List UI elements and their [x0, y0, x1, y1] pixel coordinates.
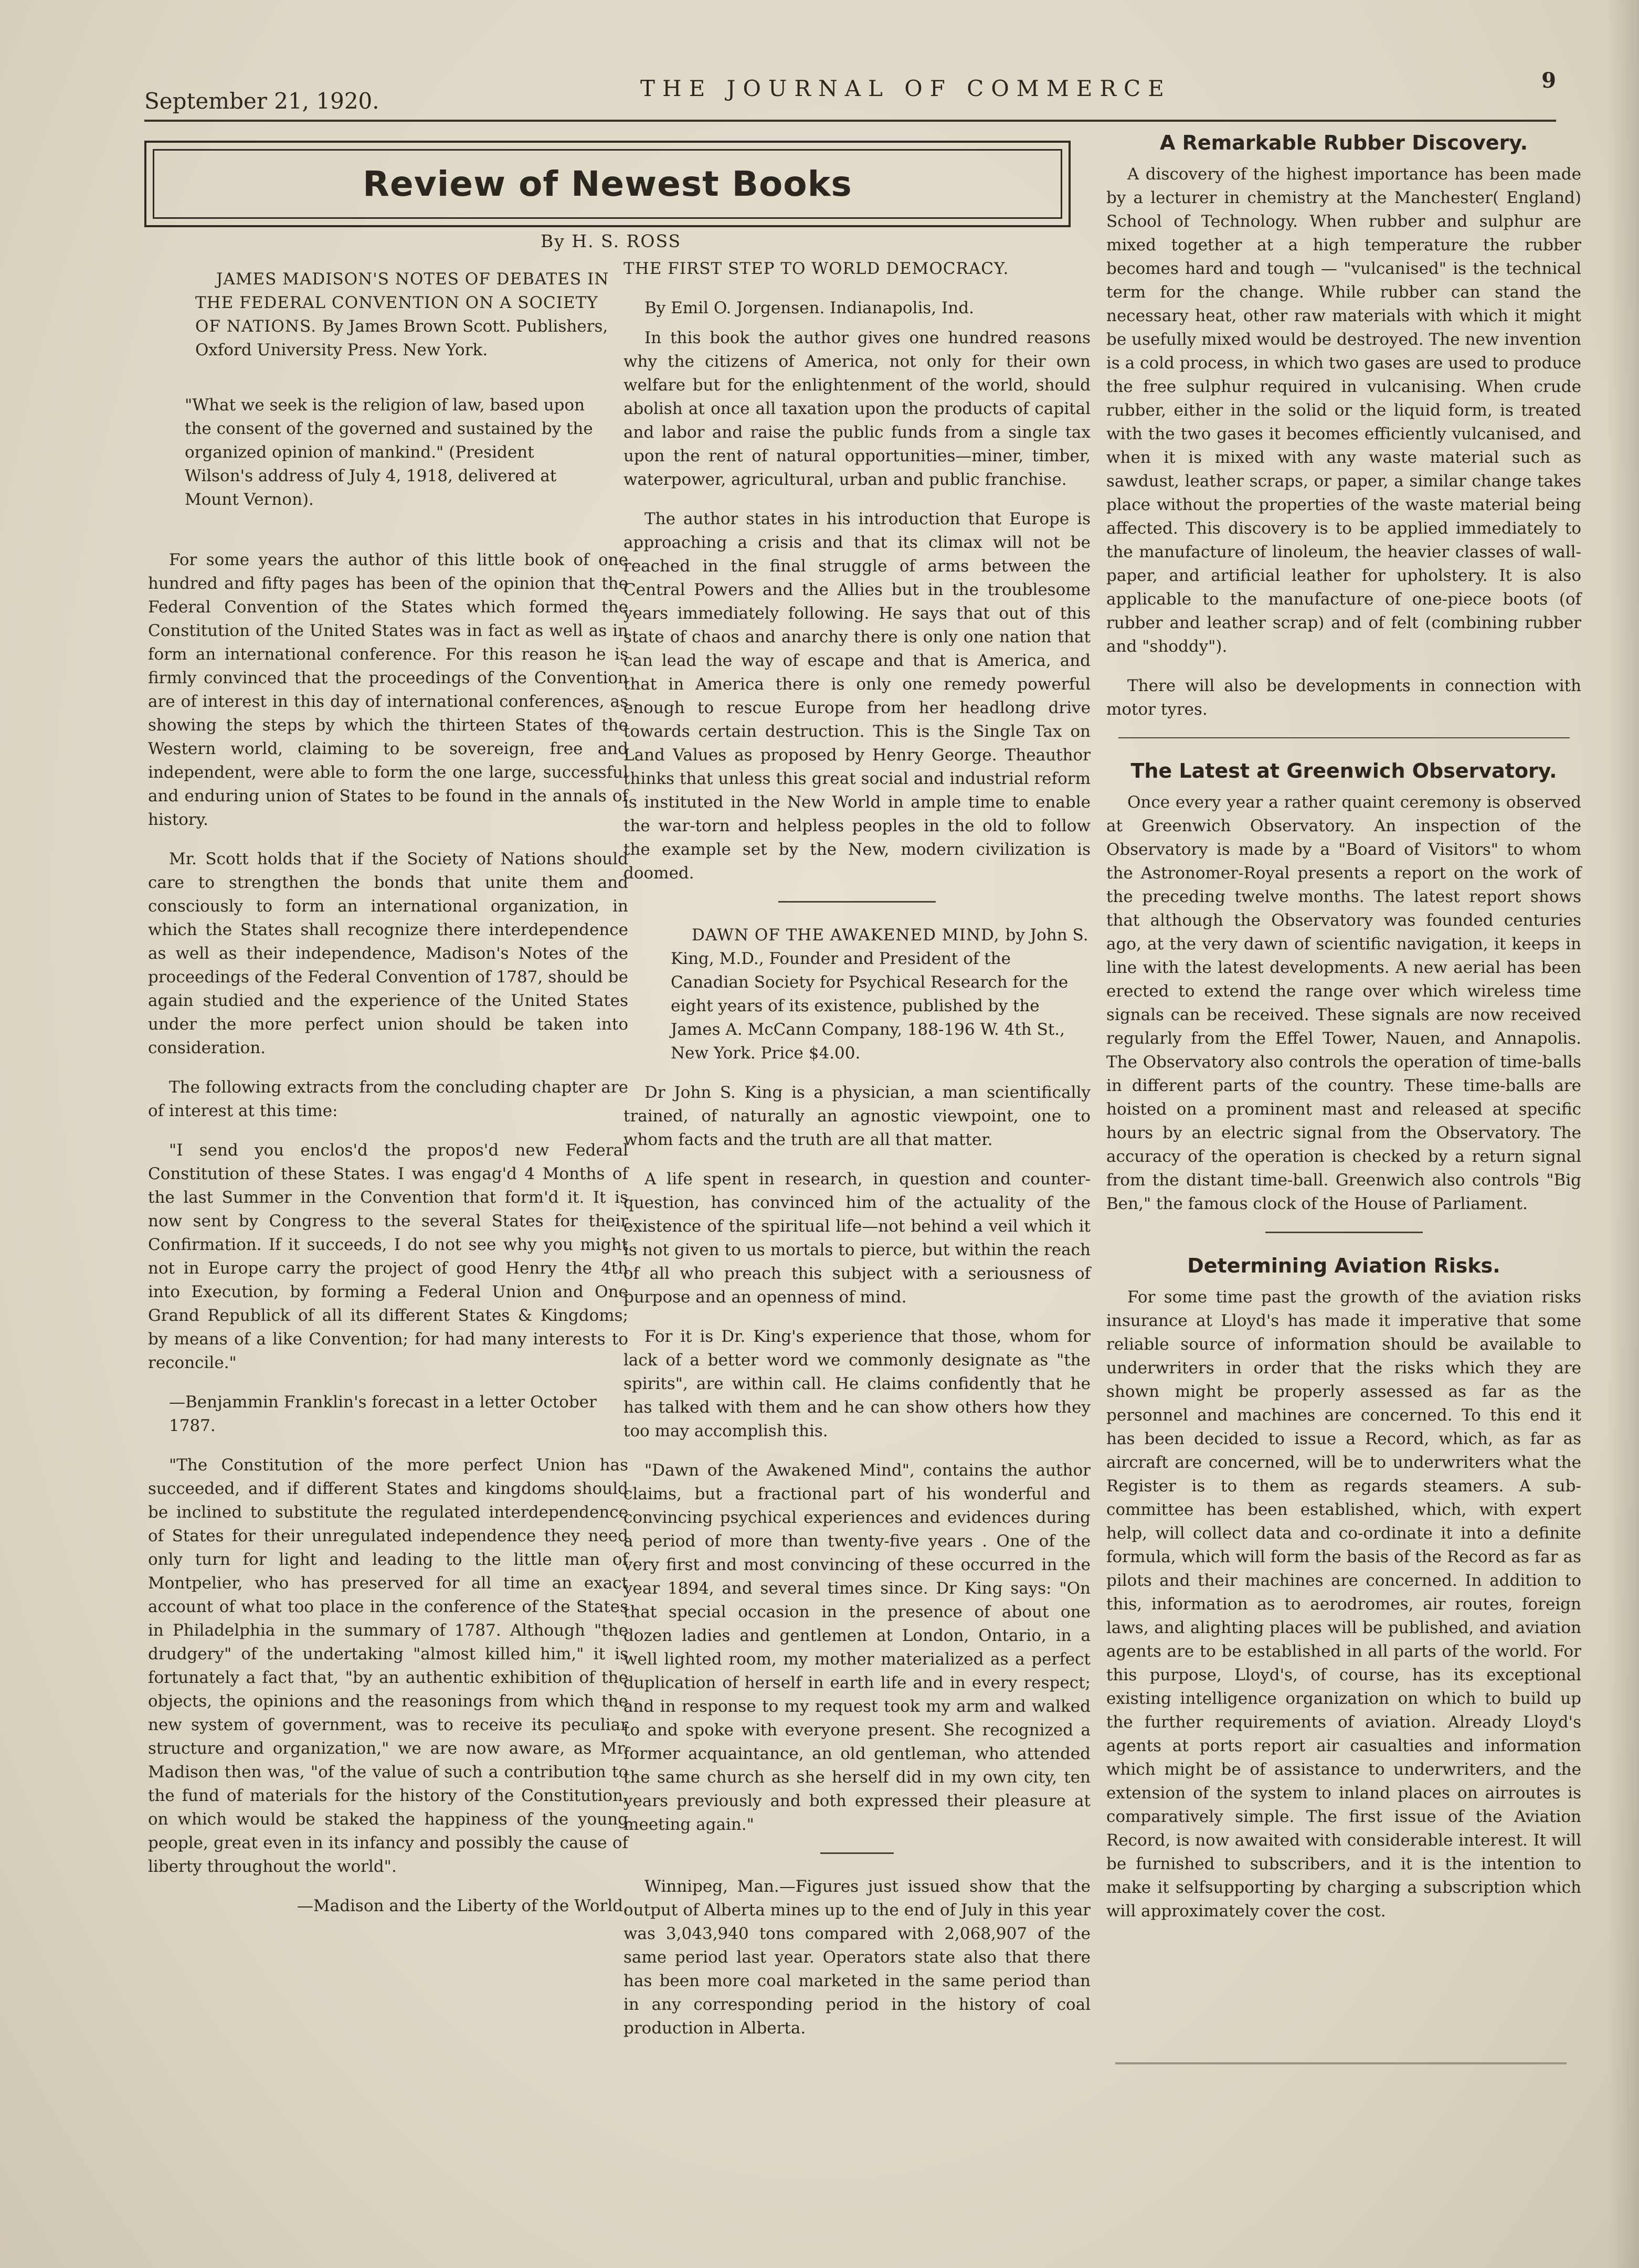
madison-closing-quote: "The Constitution of the more perfect Union has succeeded, and if different States and kingdoms should be inclined to substitute the regulated interdependence of States for their unregulated independence they need only turn for light and leading to the little man of Montpelier, who has preserved for all time an exact account of what too place in the conference of the States in Philadelphia in the summary of 1787. Although "the drudgery" of the undertaking "almost killed him," it is fortunately a fact that, "by an authentic exhibition of the objects, the opinions and the reasonings from which the new system of government, was to receive its peculiar structure and organization," we are now aware, as Mr. Madison then was, "of the value of such a contribution to the fund of materials for the history of the Constitution, on which would be staked the happiness of the young people, great even in its infancy and possibly the cause of liberty throughout the world".: [148, 1456, 628, 1876]
democracy-heading-caps: THE FIRST STEP TO WORLD DEMOCRACY.: [623, 259, 1009, 278]
madison-epigraph: "What we seek is the religion of law, based upon the consent of the governed and sustained by the organized opinion of mankind." (President Wilson's address of July 4, 1918, delivered at Mount Vernon).: [185, 396, 593, 509]
review-title-inner-frame: [153, 149, 1062, 219]
aviation-paragraph-1: For some time past the growth of the aviation risks insurance at Lloyd's has made it imperative that some reliable source of information should be available to underwriters in order that the risks which they are shown might be properly assessed as far as the personnel and machines are concerned. To this end it has been decided to issue a Record, which, as far as aircraft are concerned, will be to underwriters what the Register is to them as regards steamers. A sub-committee has been established, which, with expert help, will collect data and co-ordinate it into a definite formula, which will form the basis of the Record as far as pilots and their machines are concerned. In addition to this, information as to aerodromes, air routes, foreign laws, and alighting places will be published, and aviation agents are to be established in all parts of the world. For this purpose, Lloyd's, of course, has its exceptional existing intelligence organization on which to build up the further requirements of aviation. Already Lloyd's agents at ports report air casualties and information which might be of assistance to underwriters, and the extension of the system to inland places on airroutes is comparatively simple. The first issue of the Aviation Record, is now awaited with considerable interest. It will be furnished to subscribers, and it is the intention to make it selfsupporting by charging a subscription which will approximately cover the cost.: [1106, 1288, 1581, 1921]
dawn-book-heading: [623, 924, 1091, 1065]
democracy-paragraph-1: In this book the author gives one hundred reasons why the citizens of America, not only for their own welfare but for the enlightenment of the world, should abolish at once all taxation upon the products of capital and labor and raise the public funds from a single tax upon the rent of natural opportunities—miner, timber, waterpower, agricultural, urban and public franchise.: [623, 328, 1091, 489]
dawn-paragraph-2: A life spent in research, in question and counter-question, has convinced him of the actuality of the existence of the spiritual life—not behind a veil which it is not given to us mortals to pierce, but within the reach of all who preach this subject with a seriousness of purpose and an openness of mind.: [623, 1170, 1091, 1307]
section-divider: [1118, 737, 1570, 738]
dawn-paragraph-1: Dr John S. King is a physician, a man scientifically trained, of naturally an agnostic viewpoint, one to whom facts and the truth are all that matter.: [623, 1083, 1091, 1149]
page-number: 9: [1541, 68, 1556, 93]
section-divider: [820, 1852, 894, 1854]
issue-date: September 21, 1920.: [144, 88, 379, 114]
madison-paragraph-1: For some years the author of this little book of one hundred and fifty pages has been of the opinion that the Federal Convention of the States which formed the Constitution of the United States was in fact as well as in form an international conference. For this reason he is firmly convinced that the proceedings of the Convention are of interest in this day of international conferences, as showing the steps by which the thirteen States of the Western world, claiming to be sovereign, free and independent, were able to form the one large, successful and enduring union of States to be found in the annals of history.: [148, 550, 628, 829]
dawn-heading-caps: DAWN OF THE AWAKENED MIND,: [692, 926, 1000, 945]
dawn-paragraph-3: For it is Dr. King's experience that those, whom for lack of a better word we commonly designate as "the spirits", are within call. He claims confidently that he has talked with them and he can show others how they too may accomplish this.: [623, 1327, 1091, 1440]
rubber-article-title: A Remarkable Rubber Discovery.: [1159, 131, 1528, 154]
paper-name: THE JOURNAL OF COMMERCE: [640, 76, 1171, 101]
franklin-attribution: —Benjammin Franklin's forecast in a letter October 1787.: [169, 1393, 597, 1435]
column-2: [623, 257, 1091, 2056]
madison-heading-caps: JAMES MADISON'S NOTES OF DEBATES IN THE FEDERAL CONVENTION ON A SOCIETY OF NATIONS.: [195, 270, 609, 336]
franklin-quote: "I send you enclos'd the propos'd new Federal Constitution of these States. I was engag'd 4 Months of the last Summer in the Convention that form'd it. It is now sent by Congress to the several States for their Confirmation. If it succeeds, I do not see why you might not in Europe carry the project of good Henry the 4th into Execution, by forming a Federal Union and One Grand Republick of all its different States & Kingdoms; by means of a like Convention; for had many interests to reconcile.": [148, 1141, 628, 1372]
masthead: [144, 68, 1556, 122]
democracy-book-details: By Emil O. Jorgensen. Indianapolis, Ind.: [644, 299, 974, 317]
madison-paragraph-3: The following extracts from the concluding chapter are of interest at this time:: [148, 1078, 628, 1120]
dawn-paragraph-4: "Dawn of the Awakened Mind", contains the author claims, but a fractional part of his wonderful and convincing psychical experiences and evidences during a period of more than twenty-five years . One of the very first and most convincing of these occurred in the year 1894, and several times since. Dr King says: "On that special occasion in the presence of about one dozen ladies and gentlemen at London, Ontario, in a well lighted room, my mother materialized as a perfect duplication of herself in earth life and in every respect; and in response to my request took my arm and walked to and spoke with everyone present. She recognized a former acquaintance, an old gentleman, who attended the same church as she herself did in my own city, ten years previously and both expressed their pleasure at meeting again.": [623, 1461, 1091, 1834]
madison-heading-details: By James Brown Scott. Publishers, Oxford University Press. New York.: [195, 317, 608, 359]
review-title-box: [144, 141, 1071, 227]
madison-book-heading: [148, 268, 628, 362]
review-byline: By H. S. ROSS: [541, 231, 682, 251]
column-1: [148, 268, 628, 1934]
rubber-paragraph-2: There will also be developments in connection with motor tyres.: [1106, 676, 1581, 719]
column-3-bottom-rule: [1115, 2062, 1567, 2064]
section-divider: [778, 901, 936, 903]
winnipeg-paragraph: Winnipeg, Man.—Figures just issued show that the output of Alberta mines up to the end of July in this year was 3,043,940 tons compared with 2,068,907 of the same period last year. Operators state also that there has been more coal marketed in the same period than in any corresponding period in the history of coal production in Alberta.: [623, 1877, 1091, 2038]
greenwich-paragraph-1: Once every year a rather quaint ceremony is observed at Greenwich Observatory. An inspection of the Observatory is made by a "Board of Visitors" to whom the Astronomer-Royal presents a report on the work of the preceding twelve months. The latest report shows that although the Observatory was founded centuries ago, at the very dawn of scientific navigation, it keeps in line with the latest developments. A new aerial has been erected to extend the range over which wireless time signals can be received. These signals are now received regularly from the Effel Tower, Nauen, and Annapolis. The Observatory also controls the operation of time-balls in different parts of the country. These time-balls are hoisted on a prominent mast and released at specific hours by an electric signal from the Observatory. The accuracy of the operation is checked by a return signal from the distant time-ball. Greenwich also controls "Big Ben," the famous clock of the House of Parliament.: [1106, 793, 1581, 1213]
greenwich-article-title: The Latest at Greenwich Observatory.: [1130, 759, 1557, 782]
madison-paragraph-2: Mr. Scott holds that if the Society of Nations should care to strengthen the bonds that unite them and consciously to form an international organization, in which the States shall recognize there interdependence as well as their independence, Madison's Notes of the proceedings of the Federal Convention of 1787, should be again studied and the experience of the United States under the more perfect union should be taken into consideration.: [148, 850, 628, 1057]
section-divider: [1265, 1232, 1423, 1233]
democracy-book-heading: [623, 257, 1091, 281]
aviation-article-title: Determining Aviation Risks.: [1187, 1254, 1500, 1277]
rubber-paragraph-1: A discovery of the highest importance has been made by a lecturer in chemistry at the Manchester( England) School of Technology. When rubber and sulphur are mixed together at a high temperature the rubber becomes hard and tough — "vulcanised" is the technical term for the change. While rubber can stand the necessary heat, other raw materials with which it might be usefully mixed would be destroyed. The new invention is a cold process, in which two gases are used to produce the free sulphur required in vulcanising. When crude rubber, either in the solid or the liquid form, is treated with the two gases it becomes efficiently vulcanised, and when it is mixed with any waste material such as sawdust, leather scraps, or paper, a similar change takes place without the properties of the waste material being affected. This discovery is to be applied immediately to the manufacture of linoleum, the heavier classes of wall-paper, and artificial leather for upholstery. It is also applicable to the manufacture of one-piece boots (of rubber and leather scrap) and of felt (combining rubber and "shoddy").: [1106, 165, 1581, 656]
democracy-paragraph-2: The author states in his introduction that Europe is approaching a crisis and that its climax will not be reached in the final struggle of arms between the Central Powers and the Allies but in the troublesome years immediately following. He says that out of this state of chaos and anarchy there is only one nation that can lead the way of escape and that is America, and that in America there is only one remedy powerful enough to rescue Europe from her headlong drive towards certain destruction. This is the Single Tax on Land Values as proposed by Henry George. Theauthor thinks that unless this great social and industrial reform is instituted in the New World in ample time to enable the war-torn and helpless peoples in the old to follow the example set by the New, modern civilization is doomed.: [623, 510, 1091, 883]
dawn-heading-details: by John S. King, M.D., Founder and President of the Canadian Society for Psychical Research for the eight years of its existence, published by the James A. McCann Company, 188-196 W. 4th St., New York. Price $4.00.: [671, 926, 1088, 1063]
column-3: [1106, 131, 1581, 1939]
review-title: Review of Newest Books: [363, 164, 852, 204]
madison-closing-attribution: —Madison and the Liberty of the World.: [297, 1896, 628, 1915]
